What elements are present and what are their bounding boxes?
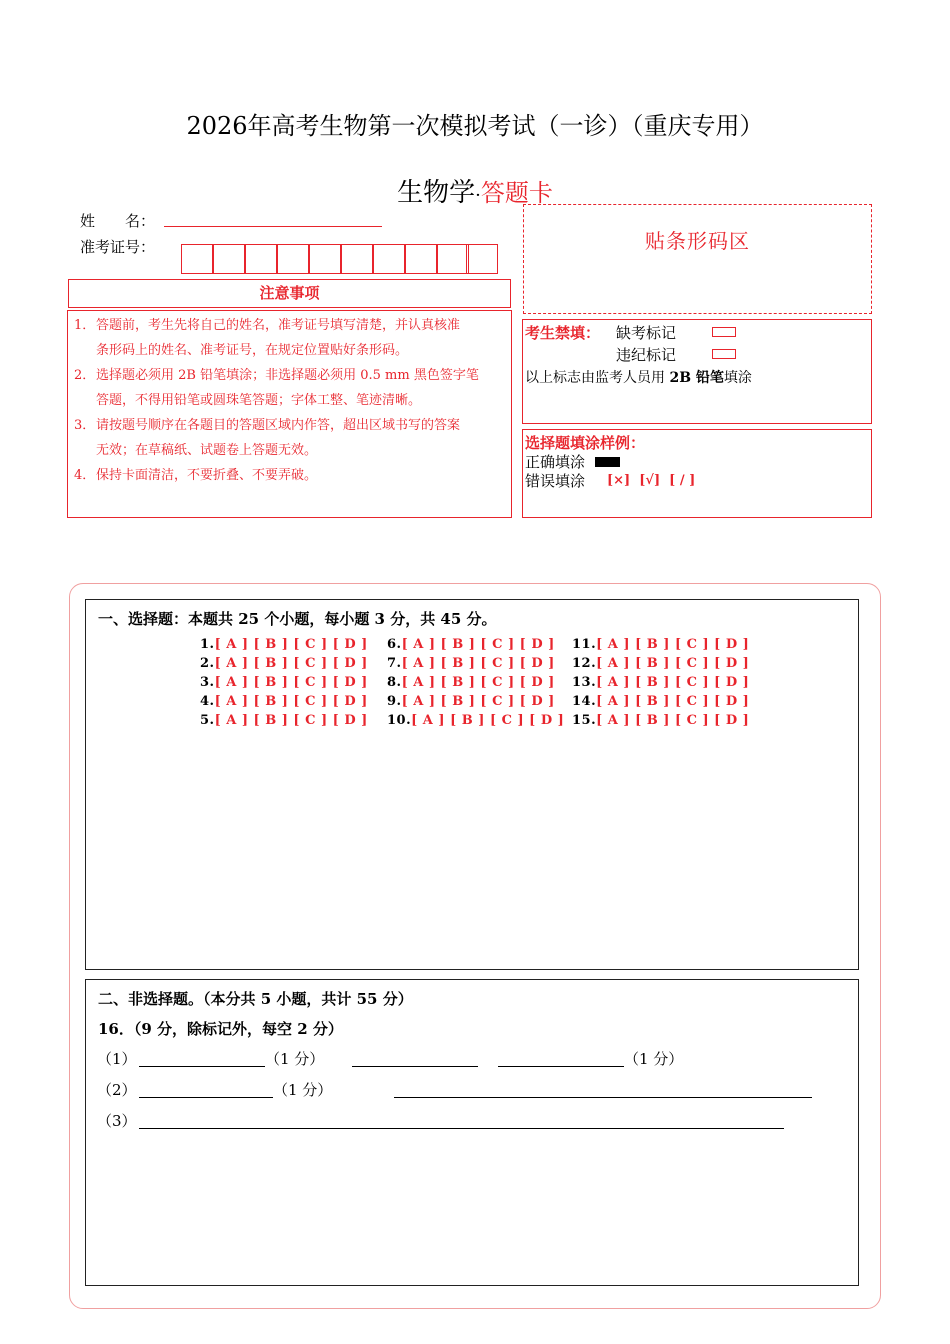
answer-blank[interactable]: [139, 1127, 784, 1129]
choice-question[interactable]: [387, 713, 564, 728]
choice-section-title: 一、选择题：本题共 25 个小题，每小题 3 分，共 45 分。: [98, 610, 497, 628]
choice-options[interactable]: [ A ] [ B ] [ C ] [ D ]: [596, 675, 750, 690]
answer-blank[interactable]: [394, 1096, 812, 1098]
point-note: （1 分）: [273, 1081, 333, 1099]
notice-box: [67, 310, 512, 518]
part-1-label: （1）: [97, 1050, 137, 1068]
choice-options[interactable]: [ A ] [ B ] [ C ] [ D ]: [214, 713, 368, 728]
sample-label: 选择题填涂样例：: [525, 434, 646, 452]
choice-options[interactable]: [ A ] [ B ] [ C ] [ D ]: [214, 637, 368, 652]
id-cell[interactable]: [277, 244, 309, 274]
name-label: 姓 名：: [80, 212, 156, 230]
choice-options[interactable]: [ A ] [ B ] [ C ] [ D ]: [214, 656, 368, 671]
question-number: 14.: [572, 694, 597, 709]
choice-options[interactable]: [ A ] [ B ] [ C ] [ D ]: [214, 675, 368, 690]
choice-question[interactable]: [572, 656, 749, 671]
subject-dot: ·: [475, 185, 481, 206]
question-number: 15.: [572, 713, 597, 728]
choice-question[interactable]: [387, 694, 555, 709]
choice-options[interactable]: [ A ] [ B ] [ C ] [ D ]: [596, 694, 750, 709]
violation-label: 违纪标记: [616, 346, 677, 364]
subject-name: 生物学: [397, 178, 476, 208]
proctor-note-c: 填涂: [723, 370, 752, 386]
choice-question[interactable]: [387, 637, 555, 652]
proctor-note-a: 以上标志由监考人员用: [525, 370, 670, 386]
wrong-marks: [×] [√] [ / ]: [607, 473, 696, 488]
barcode-label: 贴条形码区: [645, 229, 750, 253]
notice-header: [68, 279, 511, 308]
choice-question[interactable]: [200, 675, 368, 690]
violation-mark-box[interactable]: [712, 349, 736, 359]
question-number: 12.: [572, 656, 597, 671]
free-response-title: 二、非选择题。（本分共 5 小题，共计 55 分）: [98, 990, 413, 1008]
correct-label: 正确填涂: [525, 453, 586, 471]
barcode-area: [523, 204, 872, 314]
answer-blank[interactable]: [139, 1096, 273, 1098]
notice-num: 2．: [74, 368, 96, 383]
choice-question[interactable]: [387, 656, 555, 671]
choice-options[interactable]: [ A ] [ B ] [ C ] [ D ]: [411, 713, 565, 728]
id-cell[interactable]: [405, 244, 437, 274]
question-number: 2.: [200, 656, 215, 671]
choice-question[interactable]: [200, 713, 368, 728]
point-note: （1 分）: [265, 1050, 325, 1068]
free-response-section: [85, 979, 859, 1286]
question-number: 3.: [200, 675, 215, 690]
notice-text: 答题前，考生先将自己的姓名，准考证号填写清楚，并认真核准: [96, 318, 461, 333]
choice-question[interactable]: [572, 713, 749, 728]
notice-item: [74, 313, 510, 363]
id-cell[interactable]: [341, 244, 373, 274]
choice-options[interactable]: [ A ] [ B ] [ C ] [ D ]: [401, 656, 555, 671]
notice-text: 答题，不得用铅笔或圆珠笔答题；字体工整、笔迹清晰。: [96, 393, 422, 408]
choice-options[interactable]: [ A ] [ B ] [ C ] [ D ]: [401, 694, 555, 709]
question-number: 1.: [200, 637, 215, 652]
notice-item: [74, 413, 510, 463]
part-2-label: （2）: [97, 1081, 137, 1099]
question-number: 4.: [200, 694, 215, 709]
choice-options[interactable]: [ A ] [ B ] [ C ] [ D ]: [214, 694, 368, 709]
choice-options[interactable]: [ A ] [ B ] [ C ] [ D ]: [596, 713, 750, 728]
absent-mark-box[interactable]: [712, 327, 736, 337]
name-field[interactable]: [164, 226, 382, 227]
card-label: 答题卡: [480, 179, 553, 207]
id-cell[interactable]: [437, 244, 469, 274]
choice-question[interactable]: [200, 656, 368, 671]
correct-fill-sample: [595, 457, 620, 467]
notice-text: 选择题必须用 2B 铅笔填涂；非选择题必须用 0.5 mm 黑色签字笔: [96, 368, 479, 383]
choice-question[interactable]: [572, 694, 749, 709]
notice-text: 保持卡面清洁，不要折叠、不要弄破。: [96, 468, 318, 483]
notice-item: [74, 463, 510, 488]
proctor-label: 考生禁填：: [525, 324, 601, 342]
question-16-title: 16．（9 分，除标记外，每空 2 分）: [98, 1020, 343, 1038]
choice-question[interactable]: [572, 675, 749, 690]
choice-section: [85, 599, 859, 970]
proctor-note-b: 2B 铅笔: [669, 370, 724, 386]
choice-options[interactable]: [ A ] [ B ] [ C ] [ D ]: [401, 675, 555, 690]
wrong-label: 错误填涂: [525, 472, 586, 490]
notice-num: 1．: [74, 318, 96, 333]
question-number: 7.: [387, 656, 402, 671]
notice-num: 4．: [74, 468, 96, 483]
point-note: （1 分）: [624, 1050, 684, 1068]
question-number: 13.: [572, 675, 597, 690]
id-cell[interactable]: [245, 244, 277, 274]
notice-item: [74, 363, 510, 413]
question-number: 11.: [572, 637, 597, 652]
choice-options[interactable]: [ A ] [ B ] [ C ] [ D ]: [596, 656, 750, 671]
notice-num: 3．: [74, 418, 96, 433]
id-cell[interactable]: [181, 244, 213, 274]
part-3-label: （3）: [97, 1112, 137, 1130]
question-number: 6.: [387, 637, 402, 652]
proctor-box: [522, 319, 872, 424]
notice-title: 注意事项: [259, 284, 320, 302]
sample-box: [522, 429, 872, 518]
id-label: 准考证号：: [80, 238, 156, 256]
id-cell[interactable]: [373, 244, 405, 274]
answer-blank[interactable]: [498, 1065, 624, 1067]
answer-blank[interactable]: [352, 1065, 478, 1067]
choice-options[interactable]: [ A ] [ B ] [ C ] [ D ]: [596, 637, 750, 652]
absent-label: 缺考标记: [616, 324, 677, 342]
choice-options[interactable]: [ A ] [ B ] [ C ] [ D ]: [401, 637, 555, 652]
notice-text: 无效；在草稿纸、试题卷上答题无效。: [96, 443, 318, 458]
id-cell[interactable]: [466, 244, 498, 274]
question-number: 5.: [200, 713, 215, 728]
question-number: 9.: [387, 694, 402, 709]
proctor-note: [525, 367, 752, 387]
answer-blank[interactable]: [139, 1065, 265, 1067]
choice-question[interactable]: [200, 637, 368, 652]
choice-question[interactable]: [200, 694, 368, 709]
choice-question[interactable]: [387, 675, 555, 690]
notice-text: 请按题号顺序在各题目的答题区域内作答，超出区域书写的答案: [96, 418, 461, 433]
choice-question[interactable]: [572, 637, 749, 652]
question-number: 8.: [387, 675, 402, 690]
id-cell[interactable]: [213, 244, 245, 274]
question-number: 10.: [387, 713, 412, 728]
notice-text: 条形码上的姓名、准考证号，在规定位置贴好条形码。: [96, 343, 409, 358]
id-cell[interactable]: [309, 244, 341, 274]
page-title: 2026年高考生物第一次模拟考试（一诊）（重庆专用）: [186, 112, 764, 140]
